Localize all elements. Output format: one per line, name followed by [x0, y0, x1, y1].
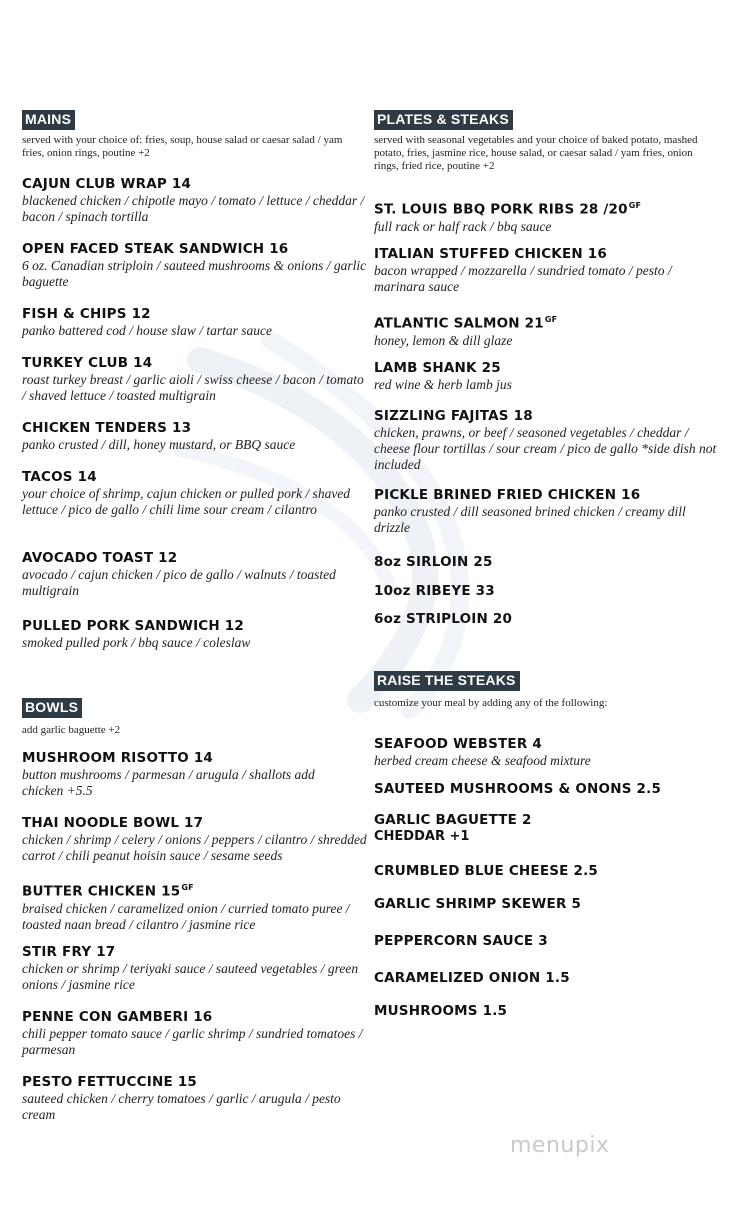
- item-name: SEAFOOD WEBSTER 4: [374, 736, 542, 752]
- menu-item: [22, 750, 367, 799]
- menu-item: [374, 487, 724, 536]
- item-desc: chicken or shrimp / teriyaki sauce / sauteed vegetables / green onions / jasmine rice: [22, 961, 359, 992]
- item-name: [22, 879, 367, 901]
- menu-item: [374, 311, 724, 349]
- item-name: CARAMELIZED ONION 1.5: [374, 970, 570, 986]
- menu-item: [22, 420, 367, 453]
- menu-item: [374, 583, 724, 600]
- item-desc: chicken / shrimp / celery / onions / peppers / cilantro / shredded carrot / chili peanut hoisin sauce / sesame seeds: [22, 832, 367, 863]
- item-desc: avocado / cajun chicken / pico de gallo / walnuts / toasted multigrain: [22, 567, 336, 598]
- menu-item: [374, 246, 724, 295]
- menu-item: [22, 469, 367, 518]
- item-name: [374, 197, 724, 219]
- item-desc: roast turkey breast / garlic aioli / swiss cheese / bacon / tomato / shaved lettuce / toasted multigrain: [22, 372, 364, 403]
- menu-item: [374, 360, 724, 393]
- item-name: PEPPERCORN SAUCE 3: [374, 933, 548, 949]
- item-name: STIR FRY 17: [22, 944, 116, 960]
- item-name: ITALIAN STUFFED CHICKEN 16: [374, 246, 607, 262]
- raise-header: RAISE THE STEAKS: [374, 671, 520, 691]
- item-name: 6oz STRIPLOIN 20: [374, 611, 513, 627]
- mains-header: MAINS: [22, 110, 75, 130]
- item-name: PULLED PORK SANDWICH 12: [22, 618, 244, 634]
- plates-note: served with seasonal vegetables and your choice of baked potato, mashed potato, fries, jasmine rice, house salad, or caesar salad / yam fries, onion rings, fried rice, poutine +2: [374, 134, 698, 172]
- item-name: GARLIC SHRIMP SKEWER 5: [374, 896, 582, 912]
- bowls-section: [22, 698, 367, 737]
- plates-header: PLATES & STEAKS: [374, 110, 513, 130]
- bowls-note: add garlic baguette +2: [22, 724, 121, 736]
- item-desc: honey, lemon & dill glaze: [374, 332, 513, 348]
- item-name: CRUMBLED BLUE CHEESE 2.5: [374, 863, 599, 879]
- menu-item: [374, 781, 724, 798]
- menu-item: [22, 1074, 367, 1123]
- menu-item: [374, 736, 724, 769]
- item-desc: panko crusted / dill, honey mustard, or BBQ sauce: [22, 437, 296, 452]
- bowls-header: BOWLS: [22, 698, 82, 718]
- menu-item: [374, 812, 724, 845]
- menu-item: [22, 1009, 367, 1058]
- menu-item: [374, 197, 724, 235]
- item-name: MUSHROOM RISOTTO 14: [22, 750, 214, 766]
- item-sub: CHEDDAR +1: [374, 829, 470, 844]
- item-name: SIZZLING FAJITAS 18: [374, 408, 533, 424]
- item-desc: braised chicken / caramelized onion / curried tomato puree / toasted naan bread / cilantro / jasmine rice: [22, 900, 350, 932]
- gluten-free-badge: GF: [181, 883, 194, 892]
- item-desc: panko battered cod / house slaw / tartar sauce: [22, 323, 272, 338]
- menu-item: [374, 408, 724, 473]
- item-name: FISH & CHIPS 12: [22, 306, 151, 322]
- menu-item: [374, 896, 724, 913]
- item-desc: red wine & herb lamb jus: [374, 377, 512, 392]
- raise-section: [374, 671, 724, 710]
- mains-note: served with your choice of: fries, soup, house salad or caesar salad / yam fries, onion rings, poutine +2: [22, 134, 343, 159]
- item-name: PESTO FETTUCCINE 15: [22, 1074, 198, 1090]
- item-name: MUSHROOMS 1.5: [374, 1003, 508, 1019]
- item-name: TURKEY CLUB 14: [22, 355, 153, 371]
- plates-section: [374, 110, 724, 173]
- menu-item: [22, 241, 367, 290]
- menu-item: [374, 863, 724, 880]
- item-name-text: ATLANTIC SALMON 21: [374, 315, 544, 332]
- menu-item: [22, 306, 367, 339]
- menu-item: [22, 618, 367, 651]
- item-desc: bacon wrapped / mozzarella / sundried tomato / pesto / marinara sauce: [374, 263, 672, 294]
- item-desc: smoked pulled pork / bbq sauce / coleslaw: [22, 635, 251, 650]
- item-desc: herbed cream cheese & seafood mixture: [374, 753, 591, 768]
- menu-item: [22, 879, 367, 933]
- item-desc: full rack or half rack / bbq sauce: [374, 218, 552, 234]
- item-desc: chili pepper tomato sauce / garlic shrimp / sundried tomatoes / parmesan: [22, 1026, 363, 1057]
- item-desc: button mushrooms / parmesan / arugula / shallots add chicken +5.5: [22, 767, 315, 798]
- item-desc: 6 oz. Canadian striploin / sauteed mushrooms & onions / garlic baguette: [22, 258, 367, 289]
- menu-item: [374, 933, 724, 950]
- item-name: 8oz SIRLOIN 25: [374, 554, 493, 570]
- menu-item: [374, 970, 724, 987]
- item-desc: panko crusted / dill seasoned brined chicken / creamy dill drizzle: [374, 504, 686, 535]
- item-name: [374, 311, 724, 333]
- item-name: LAMB SHANK 25: [374, 360, 501, 376]
- menu-item: [374, 611, 724, 628]
- mains-section: [22, 110, 367, 160]
- raise-note: customize your meal by adding any of the following:: [374, 697, 608, 709]
- item-name: CHICKEN TENDERS 13: [22, 420, 192, 436]
- item-name-text: BUTTER CHICKEN 15: [22, 883, 181, 900]
- item-name: AVOCADO TOAST 12: [22, 550, 178, 566]
- item-desc: blackened chicken / chipotle mayo / tomato / lettuce / cheddar / bacon / spinach tortilla: [22, 193, 365, 224]
- gluten-free-badge: GF: [628, 201, 642, 210]
- item-desc: your choice of shrimp, cajun chicken or pulled pork / shaved lettuce / pico de gallo / chili lime sour cream / cilantro: [22, 486, 351, 517]
- menu-item: [22, 176, 367, 225]
- menu-item: [374, 1003, 724, 1020]
- item-name: SAUTEED MUSHROOMS & ONONS 2.5: [374, 781, 662, 797]
- item-desc: sauteed chicken / cherry tomatoes / garlic / arugula / pesto cream: [22, 1091, 341, 1122]
- gluten-free-badge: GF: [544, 315, 558, 324]
- item-name: CAJUN CLUB WRAP 14: [22, 176, 192, 192]
- menu-item: [22, 355, 367, 404]
- menu-item: [22, 815, 367, 864]
- item-name: THAI NOODLE BOWL 17: [22, 815, 204, 831]
- item-name-text: ST. LOUIS BBQ PORK RIBS 28 /20: [374, 201, 628, 218]
- item-name: PENNE CON GAMBERI 16: [22, 1009, 213, 1025]
- menu-item: [22, 550, 367, 599]
- item-name: 10oz RIBEYE 33: [374, 583, 495, 599]
- item-name: PICKLE BRINED FRIED CHICKEN 16: [374, 487, 641, 503]
- menu-item: [374, 554, 724, 571]
- menupix-watermark: menupix: [510, 1133, 610, 1158]
- item-name: OPEN FACED STEAK SANDWICH 16: [22, 241, 289, 257]
- menu-item: [22, 944, 367, 993]
- item-desc: chicken, prawns, or beef / seasoned vegetables / cheddar / cheese flour tortillas / sour cream / pico de gallo *side dish not included: [374, 425, 717, 472]
- item-name: TACOS 14: [22, 469, 97, 485]
- item-name: GARLIC BAGUETTE 2: [374, 812, 532, 828]
